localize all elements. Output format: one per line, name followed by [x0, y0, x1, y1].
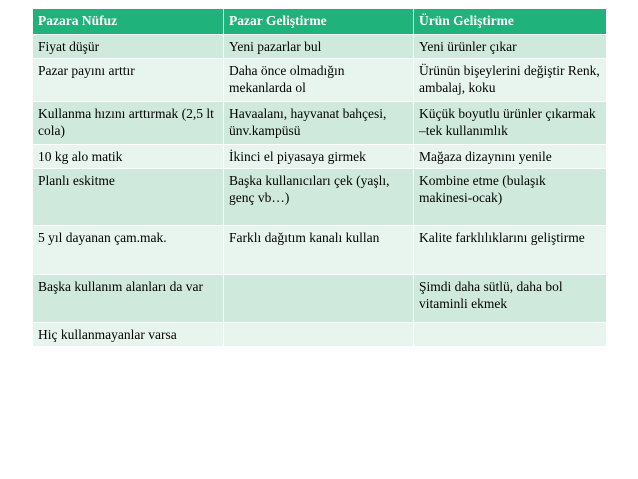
table-row [33, 275, 607, 323]
header-market-development: Pazar Geliştirme [224, 9, 414, 35]
table-row [33, 59, 607, 102]
table-cell: Pazar payını arttır [33, 59, 224, 102]
header-product-development: Ürün Geliştirme [414, 9, 607, 35]
table-cell: İkinci el piyasaya girmek [224, 145, 414, 169]
table-cell: Planlı eskitme [33, 169, 224, 226]
table-cell [224, 323, 414, 347]
header-market-penetration: Pazara Nüfuz [33, 9, 224, 35]
table-cell: Ürünün bişeylerini değiştir Renk, ambalaj, koku [414, 59, 607, 102]
strategy-table [32, 9, 607, 347]
table-cell: Şimdi daha sütlü, daha bol vitaminli ekmek [414, 275, 607, 323]
table-row [33, 169, 607, 226]
table-header-row [33, 9, 607, 35]
table-cell [224, 275, 414, 323]
table-cell: Yeni ürünler çıkar [414, 35, 607, 59]
table-cell: 5 yıl dayanan çam.mak. [33, 226, 224, 275]
table-cell: Yeni pazarlar bul [224, 35, 414, 59]
table-row [33, 35, 607, 59]
table-cell: Başka kullanıcıları çek (yaşlı, genç vb…) [224, 169, 414, 226]
table-cell: Mağaza dizaynını yenile [414, 145, 607, 169]
table-cell: Farklı dağıtım kanalı kullan [224, 226, 414, 275]
table-cell: Daha önce olmadığın mekanlarda ol [224, 59, 414, 102]
table-cell: Fiyat düşür [33, 35, 224, 59]
table-cell: Küçük boyutlu ürünler çıkarmak –tek kullanımlık [414, 102, 607, 145]
table-cell: Hiç kullanmayanlar varsa [33, 323, 224, 347]
table-row [33, 323, 607, 347]
table-row [33, 102, 607, 145]
table-cell: 10 kg alo matik [33, 145, 224, 169]
table-cell: Başka kullanım alanları da var [33, 275, 224, 323]
table-row [33, 226, 607, 275]
table-row [33, 145, 607, 169]
table-cell: Kullanma hızını arttırmak (2,5 lt cola) [33, 102, 224, 145]
table-cell: Kalite farklılıklarını geliştirme [414, 226, 607, 275]
table-cell: Kombine etme (bulaşık makinesi-ocak) [414, 169, 607, 226]
table-cell: Havaalanı, hayvanat bahçesi, ünv.kampüsü [224, 102, 414, 145]
table-cell [414, 323, 607, 347]
